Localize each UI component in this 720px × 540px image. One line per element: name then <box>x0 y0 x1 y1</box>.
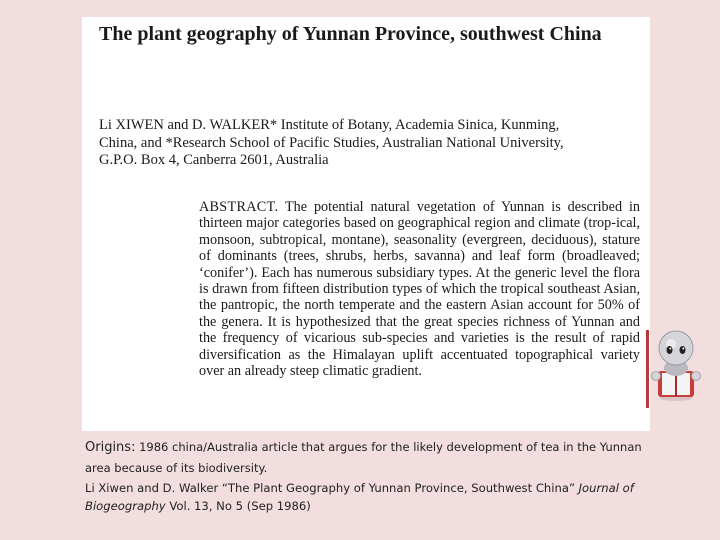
citation-suffix: Vol. 13, No 5 (Sep 1986) <box>169 499 311 513</box>
paper-title: The plant geography of Yunnan Province, southwest China <box>99 23 602 45</box>
citation-prefix: Li Xiwen and D. Walker “The Plant Geography of Yunnan Province, Southwest China” <box>85 481 575 495</box>
caption-text: 1986 china/Australia article that argues for the likely development of tea in the Yunnan area because of its biodiversity. <box>85 440 642 475</box>
accent-line <box>646 330 649 408</box>
authors-line: G.P.O. Box 4, Canberra 2601, Australia <box>99 152 329 168</box>
citation <box>85 479 645 515</box>
article-scan <box>82 17 650 431</box>
reading-robot-icon <box>650 326 702 402</box>
authors-line: Li XIWEN and D. WALKER* Institute of Botany, Academia Sinica, Kunming, <box>99 117 560 133</box>
abstract-text: The potential natural vegetation of Yunnan is described in thirteen major categories based on geographical region and climate (trop-ical, monsoon, subtropical, montane), seasonality (evergreen, deciduous), stature of dominants (trees, shrubs, herbs, savanna) and leaf form (broadleaved; ‘conifer’). Each has numerous subsidiary types. At the generic level the flora is drawn from fifteen distribution types of which the tropical southeast Asian, the pantropic, the north temperate and the eastern Asian account for 50% of the genera. It is hypothesized that the great species richness of Yunnan and the frequency of vicarious sub-species and varieties is the result of rapid diversification as the Himalayan uplift accentuated topographical variety over an already steep climatic gradient. <box>199 199 640 380</box>
caption-label: Origins: <box>85 440 136 455</box>
slide-caption <box>85 437 645 478</box>
abstract-label: ABSTRACT. <box>199 199 279 215</box>
citation-journal: Journal of Biogeography <box>85 481 634 513</box>
abstract <box>199 199 640 379</box>
author-affiliations <box>99 117 609 170</box>
authors-line: China, and *Research School of Pacific Studies, Australian National University, <box>99 134 564 151</box>
